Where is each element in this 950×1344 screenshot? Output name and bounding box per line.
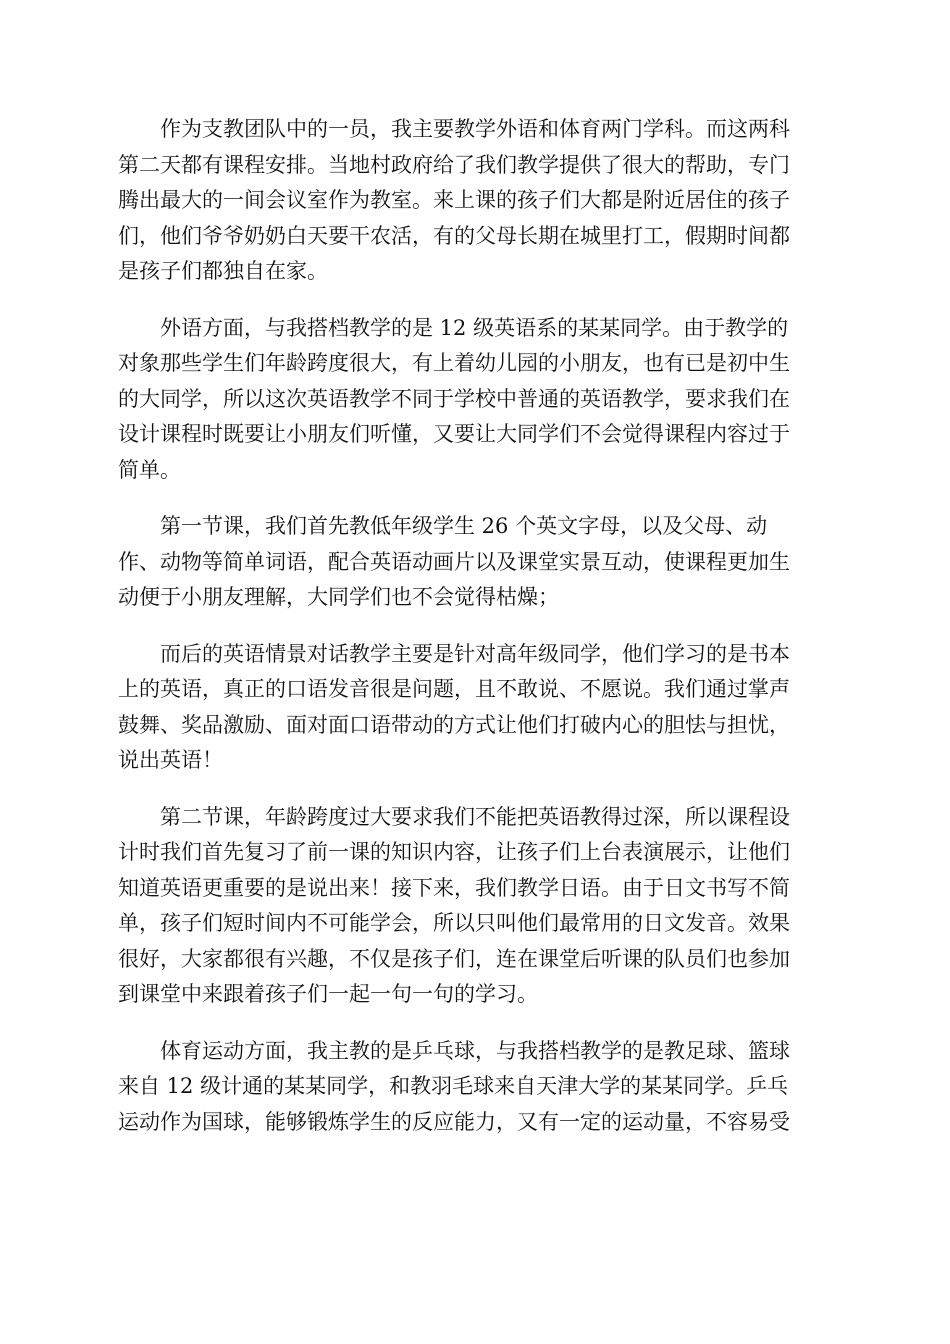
paragraph-team-intro (118, 112, 838, 290)
text-line: 第二节课，年龄跨度过大要求我们不能把英语教得过深，所以课程设 (160, 804, 790, 829)
text-line: 知道英语更重要的是说出来！接下来，我们教学日语。由于日文书写不简 (118, 875, 790, 900)
text-line: 而后的英语情景对话教学主要是针对高年级同学，他们学习的是书本 (160, 641, 790, 666)
text-line: 计时我们首先复习了前一课的知识内容，让孩子们上台表演展示，让他们 (118, 840, 790, 864)
text-line: 鼓舞、奖品激励、面对面口语带动的方式让他们打破内心的胆怯与担忧， (118, 712, 790, 737)
text-line: 对象那些学生们年龄跨度很大，有上着幼儿园的小朋友，也有已是初中生 (118, 351, 790, 375)
document-body (118, 112, 838, 1161)
text-line: 的大同学，所以这次英语教学不同于学校中普通的英语教学，要求我们在 (118, 386, 790, 411)
paragraph-foreign-language (118, 311, 838, 489)
paragraph-first-lesson (118, 509, 838, 616)
text-line: 来自 12 级计通的某某同学，和教羽毛球来自天津大学的某某同学。乒乓 (118, 1074, 789, 1098)
text-line: 是孩子们都独自在家。 (118, 259, 328, 283)
text-line: 上的英语，真正的口语发音很是问题，且不敢说、不愿说。我们通过掌声 (118, 677, 790, 701)
text-line: 设计课程时既要让小朋友们听懂，又要让大同学们不会觉得课程内容过于 (118, 422, 790, 446)
text-line: 动便于小朋友理解，大同学们也不会觉得枯燥； (118, 585, 559, 609)
text-line: 作为支教团队中的一员，我主要教学外语和体育两门学科。而这两科 (160, 117, 790, 141)
text-line: 很好，大家都很有兴趣，不仅是孩子们，连在课堂后听课的队员们也参加 (118, 946, 790, 971)
text-line: 第一节课，我们首先教低年级学生 26 个英文字母，以及父母、动 (160, 514, 768, 538)
text-line: 作、动物等简单词语，配合英语动画片以及课堂实景互动，使课程更加生 (118, 549, 790, 574)
text-line: 到课堂中来跟着孩子们一起一句一句的学习。 (118, 982, 538, 1006)
text-line: 外语方面，与我搭档教学的是 12 级英语系的某某同学。由于教学的 (160, 315, 789, 340)
text-line: 单，孩子们短时间内不可能学会，所以只叫他们最常用的日文发音。效果 (118, 911, 790, 935)
text-line: 们，他们爷爷奶奶白天要干农活，有的父母长期在城里打工，假期时间都 (118, 223, 790, 248)
paragraph-sports (118, 1034, 838, 1141)
text-line: 简单。 (118, 457, 181, 482)
text-line: 运动作为国球，能够锻炼学生的反应能力，又有一定的运动量，不容易受 (118, 1109, 790, 1134)
text-line: 腾出最大的一间会议室作为教室。来上课的孩子们大都是附近居住的孩子 (118, 188, 790, 212)
paragraph-second-lesson (118, 800, 838, 1013)
paragraph-dialogue-teaching (118, 637, 838, 779)
text-line: 体育运动方面，我主教的是乒乓球，与我搭档教学的是教足球、篮球 (160, 1038, 790, 1063)
text-line: 说出英语！ (118, 748, 223, 772)
text-line: 第二天都有课程安排。当地村政府给了我们教学提供了很大的帮助，专门 (118, 152, 790, 177)
